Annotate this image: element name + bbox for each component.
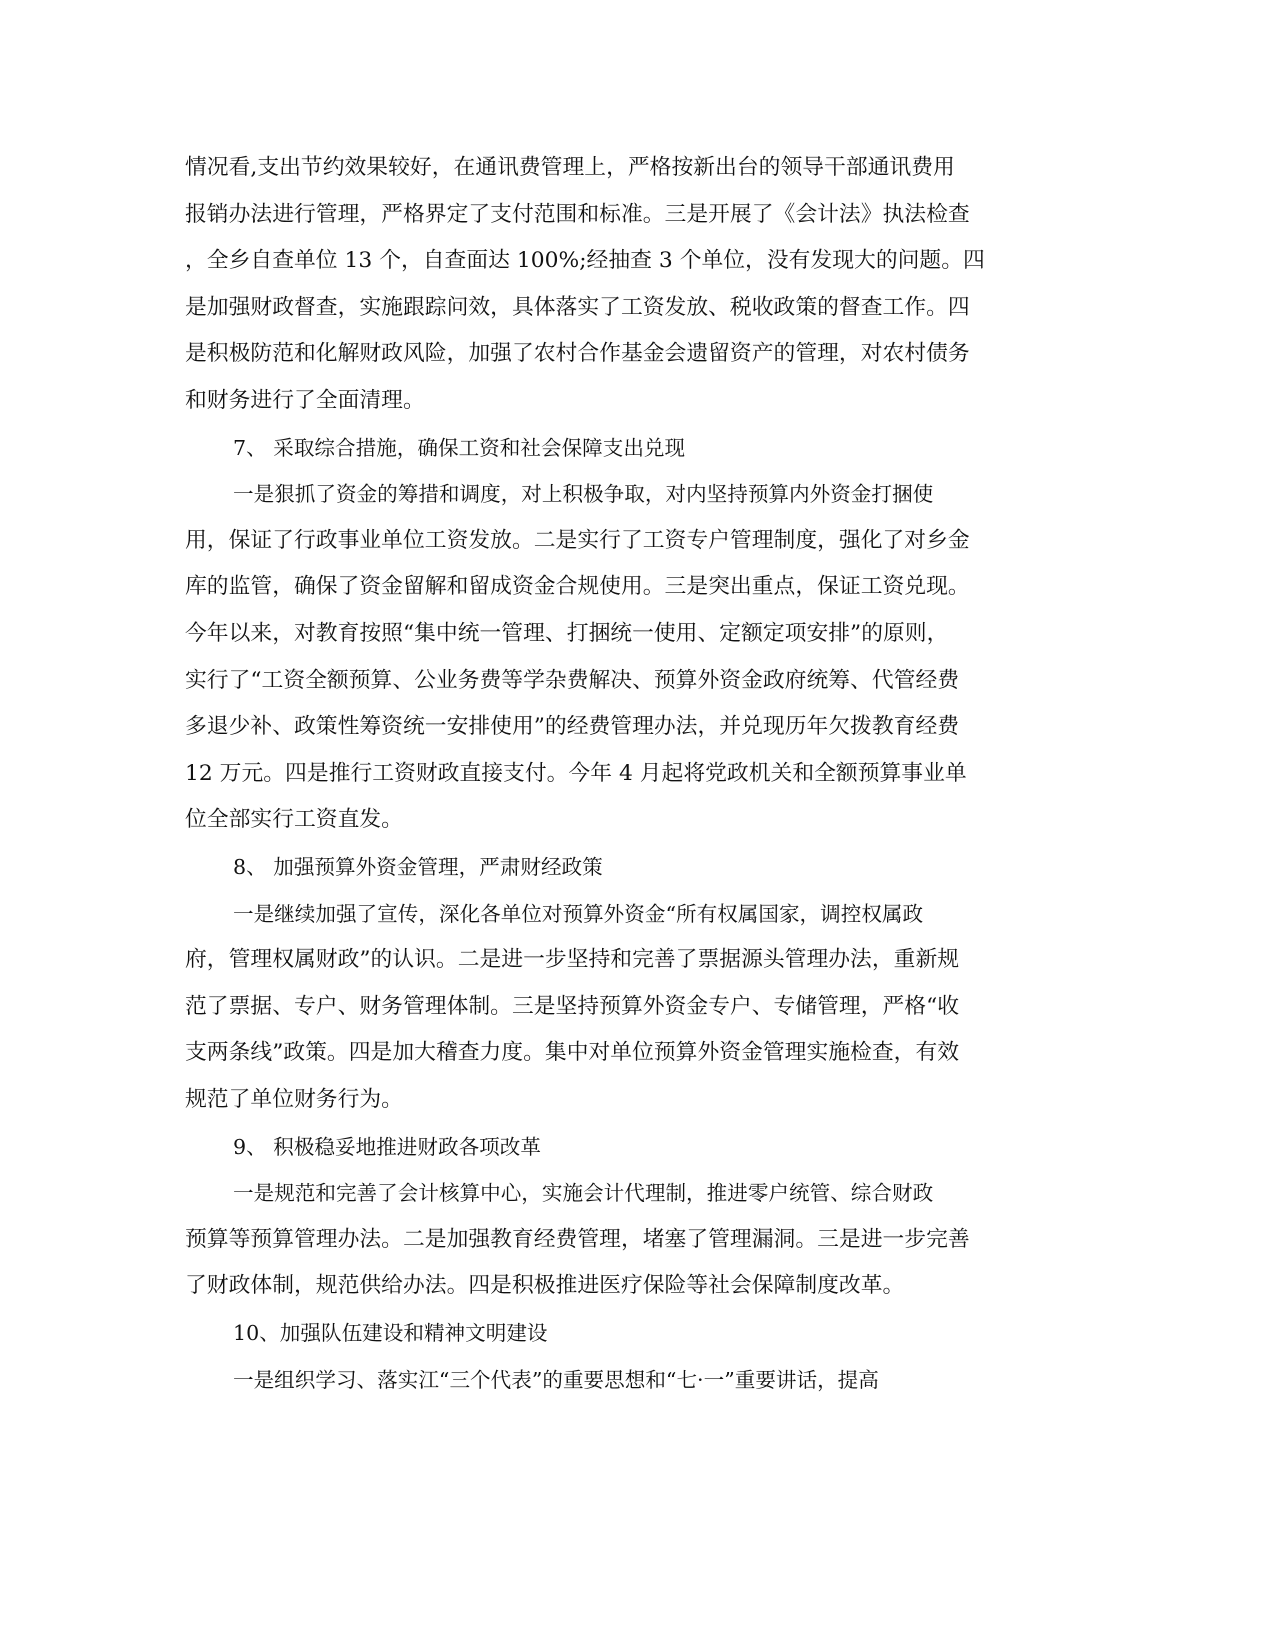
text-line: 8、 加强预算外资金管理，严肃财经政策 (233, 855, 603, 879)
text-line: 支两条线”政策。四是加大稽查力度。集中对单位预算外资金管理实施检查，有效 (185, 1040, 960, 1066)
text-line: 一是规范和完善了会计核算中心，实施会计代理制，推进零户统管、综合财政 (233, 1181, 934, 1206)
text-line: 一是组织学习、落实江“三个代表”的重要思想和“七·一”重要讲话，提高 (233, 1367, 879, 1392)
text-line: 9、 积极稳妥地推进财政各项改革 (233, 1134, 541, 1159)
text-line: 是加强财政督查，实施跟踪问效，具体落实了工资发放、税收政策的督查工作。四 (185, 294, 970, 320)
text-line: ，全乡自查单位 13 个，自查面达 100%;经抽查 3 个单位，没有发现大的问题。四 (185, 248, 985, 274)
text-line: 预算等预算管理办法。二是加强教育经费管理，堵塞了管理漏洞。三是进一步完善 (185, 1226, 970, 1252)
text-line: 府，管理权属财政”的认识。二是进一步坚持和完善了票据源头管理办法，重新规 (185, 947, 960, 973)
text-line: 今年以来，对教育按照“集中统一管理、打捆统一使用、定额定项安排”的原则， (185, 621, 949, 646)
text-line: 一是继续加强了宣传，深化各单位对预算外资金“所有权属国家，调控权属政 (233, 901, 924, 926)
text-line: 多退少补、政策性筹资统一安排使用”的经费管理办法，并兑现历年欠拨教育经费 (185, 714, 960, 740)
text-line: 和财务进行了全面清理。 (185, 388, 425, 413)
text-line: 库的监管，确保了资金留解和留成资金合规使用。三是突出重点，保证工资兑现。 (185, 574, 970, 600)
text-line: 了财政体制，规范供给办法。四是积极推进医疗保险等社会保障制度改革。 (185, 1273, 905, 1299)
text-line: 位全部实行工资直发。 (185, 807, 403, 833)
text-line: 一是狠抓了资金的筹措和调度，对上积极争取，对内坚持预算内外资金打捆使 (233, 482, 934, 507)
text-line: 实行了“工资全额预算、公业务费等学杂费解决、预算外资金政府统筹、代管经费 (185, 667, 960, 693)
text-line: 报销办法进行管理，严格界定了支付范围和标准。三是开展了《会计法》执法检查 (185, 201, 970, 227)
text-line: 是积极防范和化解财政风险，加强了农村合作基金会遗留资产的管理，对农村债务 (185, 341, 970, 367)
text-line: 范了票据、专户、财务管理体制。三是坚持预算外资金专户、专储管理，严格“收 (185, 993, 960, 1019)
text-line: 10、加强队伍建设和精神文明建设 (233, 1321, 548, 1345)
text-line: 规范了单位财务行为。 (185, 1087, 403, 1112)
text-line: 7、 采取综合措施，确保工资和社会保障支出兑现 (233, 435, 686, 460)
text-line: 12 万元。四是推行工资财政直接支付。今年 4 月起将党政机关和全额预算事业单 (185, 760, 967, 786)
text-line: 情况看,支出节约效果较好，在通讯费管理上，严格按新出台的领导干部通讯费用 (185, 155, 955, 180)
text-line: 用，保证了行政事业单位工资发放。二是实行了工资专户管理制度，强化了对乡金 (185, 527, 970, 553)
